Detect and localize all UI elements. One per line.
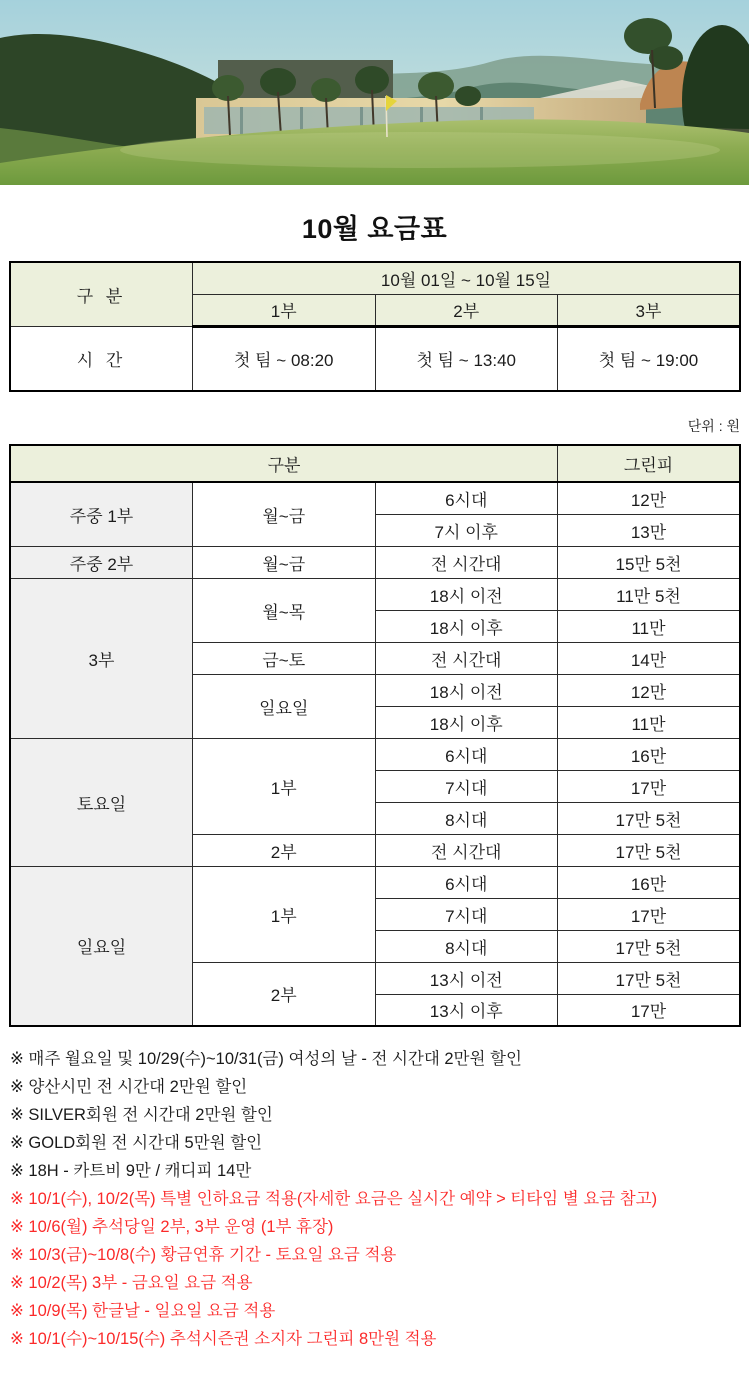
time-row-label: 시 간 bbox=[10, 326, 193, 391]
time-slot: 13시 이후 bbox=[375, 994, 558, 1026]
green-fee-value: 16만 bbox=[558, 866, 741, 898]
group-label: 3부 bbox=[10, 578, 193, 738]
green-fee-value: 13만 bbox=[558, 514, 741, 546]
price-header-row bbox=[10, 445, 740, 482]
notes-list bbox=[0, 1045, 749, 1353]
price-row bbox=[10, 738, 740, 770]
page-title: 10월 요금표 bbox=[301, 214, 448, 244]
green-fee-value: 12만 bbox=[558, 674, 741, 706]
green-fee-value: 17만 bbox=[558, 770, 741, 802]
time-slot: 8시대 bbox=[375, 802, 558, 834]
price-category-header: 구분 bbox=[10, 445, 558, 482]
schedule-date-range: 10월 01일 ~ 10월 15일 bbox=[193, 262, 741, 294]
part-2-header: 2부 bbox=[375, 294, 558, 326]
green-highlight bbox=[120, 132, 720, 168]
note-item: ※ 10/9(목) 한글날 - 일요일 요금 적용 bbox=[10, 1302, 276, 1320]
note-item: ※ 10/1(수), 10/2(목) 특별 인하요금 적용(자세한 요금은 실시간 예약 > 티타임 별 요금 참고) bbox=[10, 1190, 658, 1208]
schedule-table bbox=[9, 261, 741, 392]
day-label: 월~목 bbox=[193, 578, 376, 642]
schedule-header-row bbox=[10, 262, 740, 294]
time-slot: 7시대 bbox=[375, 770, 558, 802]
schedule-time-row bbox=[10, 326, 740, 391]
green-fee-value: 15만 5천 bbox=[558, 546, 741, 578]
schedule-category-header: 구 분 bbox=[10, 262, 193, 326]
price-row bbox=[10, 546, 740, 578]
day-label: 2부 bbox=[193, 962, 376, 1026]
day-label: 월~금 bbox=[193, 482, 376, 546]
price-row bbox=[10, 482, 740, 514]
note-item: ※ 18H - 카트비 9만 / 캐디피 14만 bbox=[10, 1162, 252, 1180]
price-row bbox=[10, 866, 740, 898]
time-slot: 전 시간대 bbox=[375, 834, 558, 866]
green-fee-value: 17만 5천 bbox=[558, 802, 741, 834]
green-fee-value: 11만 5천 bbox=[558, 578, 741, 610]
note-item: ※ 10/1(수)~10/15(수) 추석시즌권 소지자 그린피 8만원 적용 bbox=[10, 1330, 437, 1348]
day-label: 월~금 bbox=[193, 546, 376, 578]
day-label: 1부 bbox=[193, 738, 376, 834]
part-3-first-tee: 첫 팀 ~ 19:00 bbox=[558, 326, 741, 391]
group-label: 주중 2부 bbox=[10, 546, 193, 578]
part-2-first-tee: 첫 팀 ~ 13:40 bbox=[375, 326, 558, 391]
time-slot: 6시대 bbox=[375, 866, 558, 898]
golf-course-photo bbox=[0, 0, 749, 185]
note-item: ※ 양산시민 전 시간대 2만원 할인 bbox=[10, 1078, 248, 1096]
green-fee-value: 16만 bbox=[558, 738, 741, 770]
green-fee-value: 17만 bbox=[558, 898, 741, 930]
time-slot: 7시대 bbox=[375, 898, 558, 930]
time-slot: 18시 이전 bbox=[375, 578, 558, 610]
green-fee-value: 14만 bbox=[558, 642, 741, 674]
green-fee-value: 17만 5천 bbox=[558, 834, 741, 866]
time-slot: 18시 이전 bbox=[375, 674, 558, 706]
time-slot: 6시대 bbox=[375, 738, 558, 770]
note-item: ※ GOLD회원 전 시간대 5만원 할인 bbox=[10, 1134, 263, 1152]
note-item: ※ 10/2(목) 3부 - 금요일 요금 적용 bbox=[10, 1274, 253, 1292]
price-table-body bbox=[10, 482, 740, 1026]
time-slot: 13시 이전 bbox=[375, 962, 558, 994]
group-label: 일요일 bbox=[10, 866, 193, 1026]
day-label: 1부 bbox=[193, 866, 376, 962]
note-item: ※ 매주 월요일 및 10/29(수)~10/31(금) 여성의 날 - 전 시간대 2만원 할인 bbox=[10, 1050, 522, 1068]
green-fee-value: 12만 bbox=[558, 482, 741, 514]
time-slot: 6시대 bbox=[375, 482, 558, 514]
group-label: 토요일 bbox=[10, 738, 193, 866]
day-label: 일요일 bbox=[193, 674, 376, 738]
day-label: 2부 bbox=[193, 834, 376, 866]
green-fee-value: 17만 5천 bbox=[558, 962, 741, 994]
day-label: 금~토 bbox=[193, 642, 376, 674]
green-fee-header: 그린피 bbox=[558, 445, 741, 482]
part-3-header: 3부 bbox=[558, 294, 741, 326]
note-item: ※ 10/6(월) 추석당일 2부, 3부 운영 (1부 휴장) bbox=[10, 1218, 334, 1236]
green-fee-value: 17만 bbox=[558, 994, 741, 1026]
green-fee-value: 11만 bbox=[558, 610, 741, 642]
note-item: ※ 10/3(금)~10/8(수) 황금연휴 기간 - 토요일 요금 적용 bbox=[10, 1246, 397, 1264]
green-fee-value: 17만 5천 bbox=[558, 930, 741, 962]
part-1-first-tee: 첫 팀 ~ 08:20 bbox=[193, 326, 376, 391]
price-table bbox=[9, 444, 741, 1027]
note-item: ※ SILVER회원 전 시간대 2만원 할인 bbox=[10, 1106, 273, 1124]
time-slot: 7시 이후 bbox=[375, 514, 558, 546]
green-fee-value: 11만 bbox=[558, 706, 741, 738]
time-slot: 18시 이후 bbox=[375, 706, 558, 738]
time-slot: 18시 이후 bbox=[375, 610, 558, 642]
group-label: 주중 1부 bbox=[10, 482, 193, 546]
time-slot: 8시대 bbox=[375, 930, 558, 962]
unit-label: 단위 : 원 bbox=[687, 418, 740, 434]
time-slot: 전 시간대 bbox=[375, 642, 558, 674]
part-1-header: 1부 bbox=[193, 294, 376, 326]
time-slot: 전 시간대 bbox=[375, 546, 558, 578]
price-row bbox=[10, 578, 740, 610]
